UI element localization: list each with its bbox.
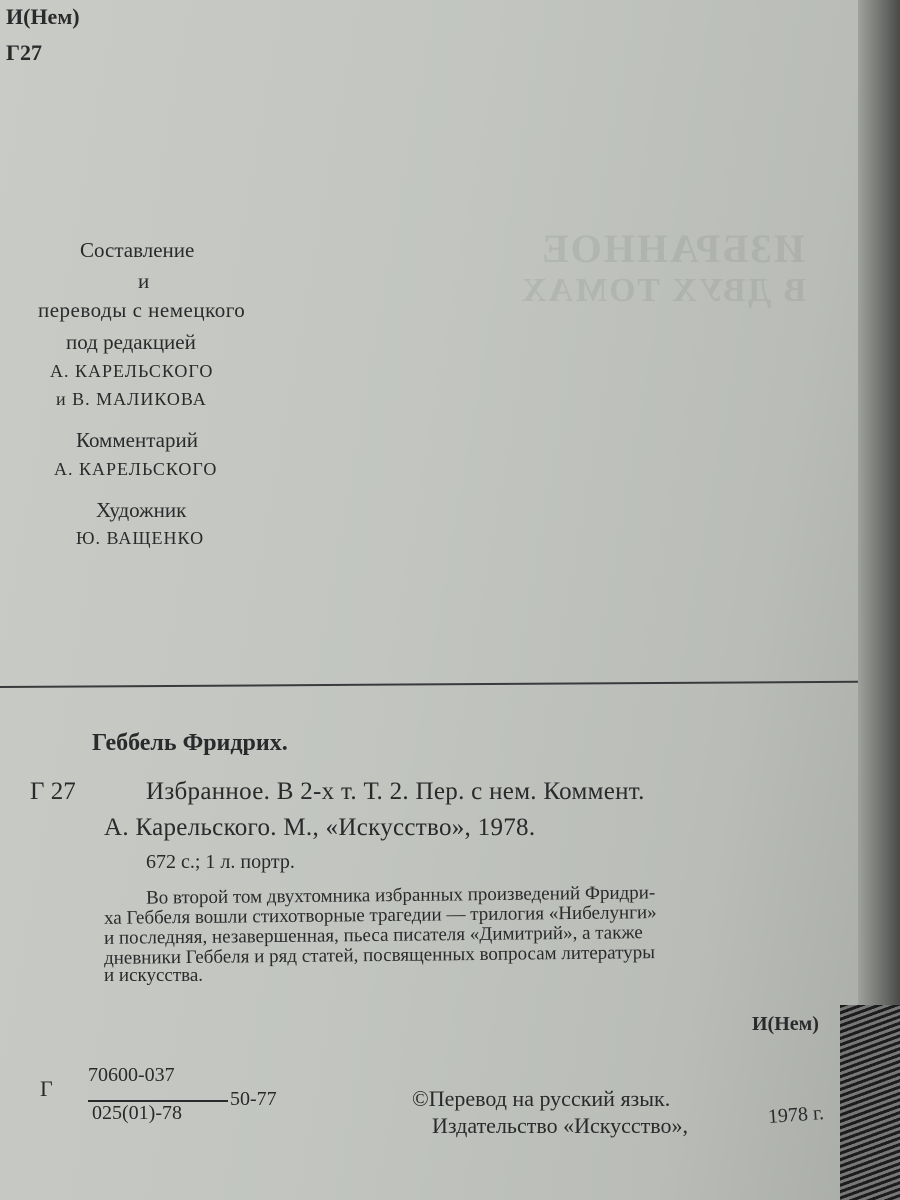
card-pages: 672 с.; 1 л. портр. xyxy=(146,851,295,873)
credit-and: и xyxy=(138,269,150,293)
card-index: Г 27 xyxy=(30,778,76,805)
bbk-letter: Г xyxy=(40,1076,53,1101)
top-class-code: И(Нем) xyxy=(6,4,80,29)
credit-editor2: и В. МАЛИКОВА xyxy=(56,389,207,409)
copyright-line1: ©Перевод на русский язык. xyxy=(412,1086,671,1111)
credit-commentary-author: А. КАРЕЛЬСКОГО xyxy=(54,459,218,479)
next-page-hatching xyxy=(840,1005,900,1200)
catalog-divider xyxy=(0,681,858,688)
credit-artist-name: Ю. ВАЩЕНКО xyxy=(76,528,205,548)
bleed-through-text: ИЗБРАННОЕ xyxy=(540,226,805,271)
bbk-suffix: 50-77 xyxy=(230,1088,277,1110)
card-class-code: И(Нем) xyxy=(752,1013,819,1035)
top-index-code: Г27 xyxy=(6,40,42,65)
card-abstract-line: Во второй том двухтомника избранных произведений Фридри- xyxy=(145,882,656,909)
card-abstract-line: и искусства. xyxy=(104,965,204,986)
card-abstract-line: ха Геббеля вошли стихотворные трагедии — трилогия «Нибелунги» xyxy=(103,902,657,929)
card-bib-line1: Избранное. В 2-х т. Т. 2. Пер. с нем. Коммент. xyxy=(146,778,645,805)
credit-translations: переводы с немецкого xyxy=(38,298,246,322)
card-author: Геббель Фридрих. xyxy=(92,730,288,756)
bbk-denominator: 025(01)-78 xyxy=(92,1102,182,1124)
card-bib-line2: А. Карельского. М., «Искусство», 1978. xyxy=(104,814,536,841)
bbk-numerator: 70600-037 xyxy=(88,1064,175,1086)
copyright-year: 1978 г. xyxy=(767,1102,825,1128)
copyright-line2: Издательство «Искусство», xyxy=(432,1113,688,1138)
credit-editor1: А. КАРЕЛЬСКОГО xyxy=(50,361,214,381)
bleed-through-text: В ДВУХ ТОМАХ xyxy=(520,272,807,309)
card-abstract-line: и последняя, незавершенная, пьеса писателя «Димитрий», а также xyxy=(103,922,643,949)
card-abstract-line: дневники Геббеля и ряд статей, посвященных вопросам литературы xyxy=(103,942,656,969)
credit-compilation: Составление xyxy=(80,238,195,262)
credit-commentary-label: Комментарий xyxy=(76,428,198,452)
credit-artist-label: Художник xyxy=(96,498,187,522)
credit-edited-by: под редакцией xyxy=(66,330,196,354)
